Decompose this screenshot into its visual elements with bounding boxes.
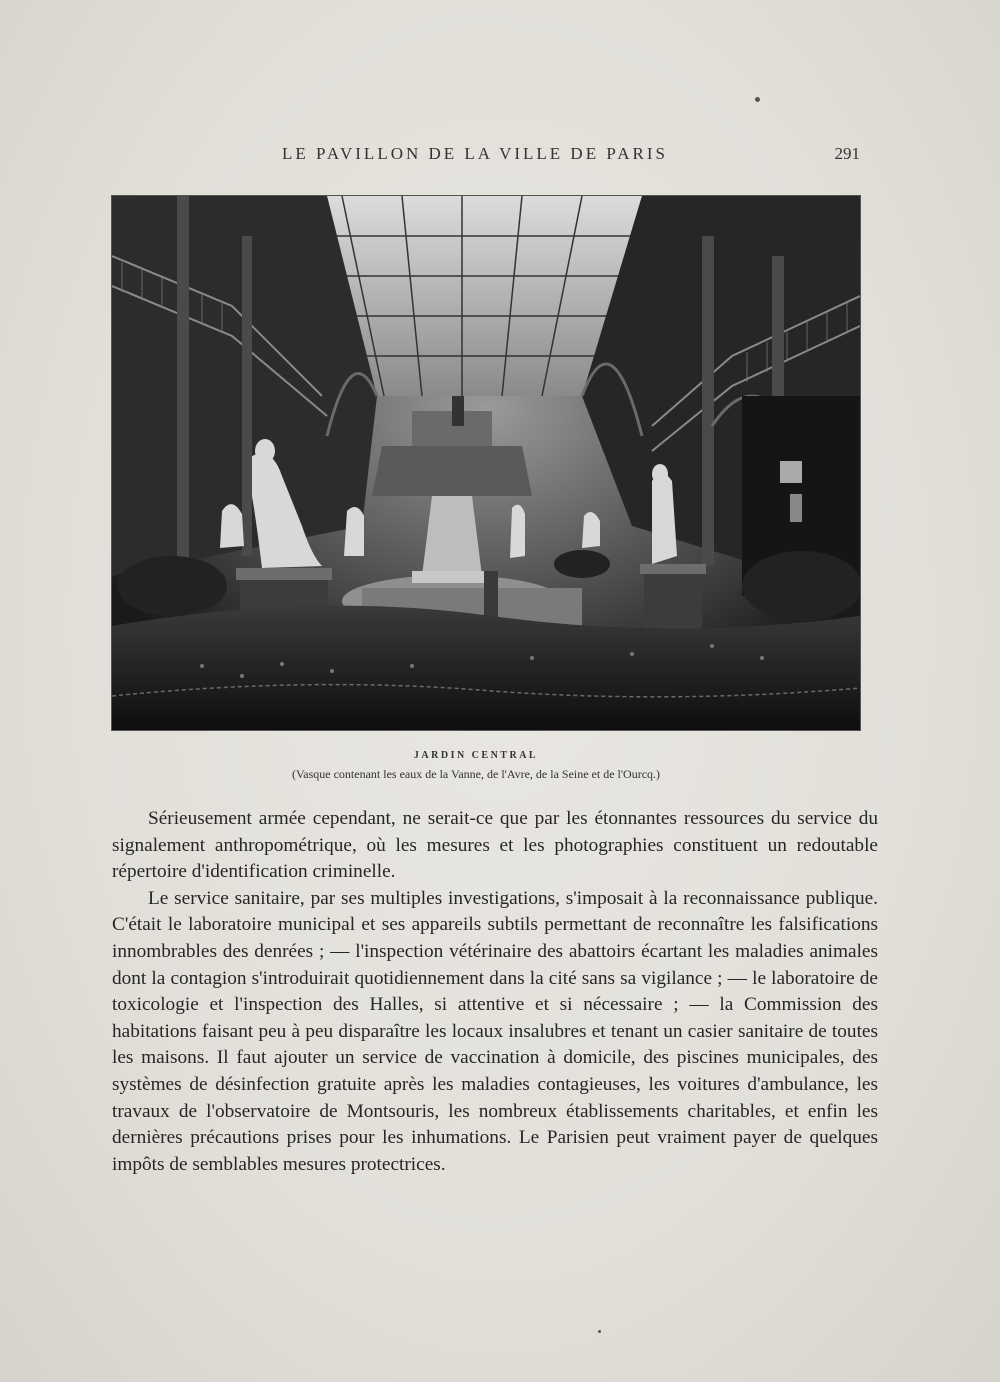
paragraph: Sérieusement armée cependant, ne serait-ce que par les étonnantes ressources du service du signalement anthropométrique, où les mesures et les photographies constituent un redoutable répertoire d'identification criminelle. (112, 808, 878, 883)
photograph-jardin-central (112, 196, 860, 730)
caption-title: JARDIN CENTRAL (413, 750, 539, 761)
running-title: LE PAVILLON DE LA VILLE DE PARIS (282, 144, 668, 163)
paragraph: Le service sanitaire, par ses multiples investigations, s'imposait à la reconnaissance publique. C'était le laboratoire municipal et ses appareils subtils permettant de reconnaître les falsifications innombrables des denrées ; — l'inspection vétérinaire des abattoirs écartant les maladies animales dont la contagion s'introduirait quotidiennement dans la cité sans sa vigilance ; — le laboratoire de toxicologie et l'inspection des Halles, si attentive et si nécessaire ; — la Commission des habitations faisant peu à peu disparaître les locaux insalubres et tenant un casier sanitaire de toutes les maisons. Il faut ajouter un service de vaccination à domicile, des piscines municipales, des systèmes de désinfection gratuite après les maladies contagieuses, les voitures d'ambulance, les travaux de l'observatoire de Montsouris, les nombreux établissements charitables, et enfin les dernières précautions prises pour les inhumations. Le Parisien peut vraiment payer de quelques impôts de semblables mesures protectrices. (112, 887, 878, 1175)
body-text (112, 806, 878, 1178)
page-number: 291 (834, 144, 860, 163)
figure-caption (112, 750, 860, 782)
photo-illustration (112, 196, 860, 730)
caption-subtitle: (Vasque contenant les eaux de la Vanne, de l'Avre, de la Seine et de l'Ourcq.) (291, 767, 661, 781)
ink-speck (755, 97, 760, 102)
page-header (112, 144, 872, 170)
ink-speck (598, 1330, 601, 1333)
